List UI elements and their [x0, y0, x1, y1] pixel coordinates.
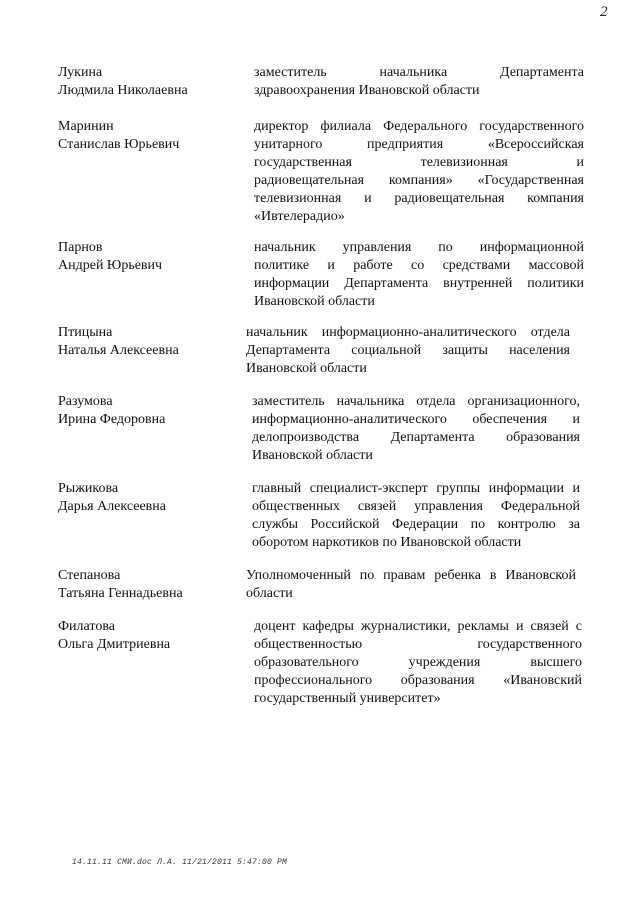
member-surname: Филатова	[58, 619, 115, 634]
position-line: здравоохранения Ивановской области	[254, 83, 480, 98]
position-line: государственный университет»	[254, 691, 441, 706]
position-line: доцент кафедры журналистики, рекламы и связей с	[254, 619, 582, 634]
position-line: области	[246, 586, 293, 601]
position-line: унитарного предприятия «Всероссийская	[254, 137, 584, 152]
position-line: общественностью государственного	[254, 637, 582, 652]
member-given-names: Ирина Федоровна	[58, 412, 166, 427]
member-name	[58, 239, 238, 275]
position-line: заместитель начальника отдела организационного,	[252, 394, 580, 409]
position-line: информационно-аналитического обеспечения и	[252, 412, 580, 427]
position-line: государственная телевизионная и	[254, 155, 584, 170]
position-line: Ивановской области	[246, 361, 367, 376]
position-line: Департамента социальной защиты населения	[246, 343, 570, 358]
member-surname: Рыжикова	[58, 481, 119, 496]
member-name	[58, 324, 238, 360]
member-surname: Лукина	[58, 65, 103, 80]
member-position	[252, 480, 580, 552]
member-position	[252, 393, 580, 465]
position-line: Уполномоченный по правам ребенка в Ивановской	[246, 568, 576, 583]
position-line: службы Российской Федерации по контролю за	[252, 517, 580, 532]
member-given-names: Андрей Юрьевич	[58, 258, 163, 273]
member-surname: Маринин	[58, 119, 114, 134]
position-line: профессионального образования «Ивановский	[254, 673, 582, 688]
member-given-names: Дарья Алексеевна	[58, 499, 166, 514]
member-given-names: Станислав Юрьевич	[58, 137, 180, 152]
member-name	[58, 64, 238, 100]
member-surname: Птицына	[58, 325, 113, 340]
position-line: начальник управления по информационной	[254, 240, 584, 255]
position-line: телевизионная и радиовещательная компания	[254, 191, 584, 206]
position-line: начальник информационно-аналитического отдела	[246, 325, 570, 340]
member-surname: Парнов	[58, 240, 103, 255]
position-line: директор филиала Федерального государственного	[254, 119, 584, 134]
member-surname: Разумова	[58, 394, 113, 409]
position-line: «Ивтелерадио»	[254, 209, 345, 224]
position-line: Ивановской области	[254, 294, 375, 309]
member-position	[254, 618, 582, 708]
member-surname: Степанова	[58, 568, 121, 583]
position-line: информации Департамента внутренней политики	[254, 276, 584, 291]
position-line: общественных связей управления Федеральной	[252, 499, 580, 514]
member-given-names: Людмила Николаевна	[58, 83, 188, 98]
member-given-names: Ольга Дмитриевна	[58, 637, 171, 652]
member-name	[58, 618, 238, 654]
member-position	[246, 324, 570, 378]
position-line: Ивановской области	[252, 448, 373, 463]
member-position	[254, 239, 584, 311]
member-name	[58, 480, 238, 516]
member-name	[58, 393, 238, 429]
position-line: заместитель начальника Департамента	[254, 65, 584, 80]
position-line: оборотом наркотиков по Ивановской области	[252, 535, 522, 550]
member-given-names: Татьяна Геннадьевна	[58, 586, 183, 601]
page-number: 2	[600, 4, 608, 20]
member-name	[58, 118, 238, 154]
document-footer: 14.11.11 СМИ.doc Л.А. 11/21/2011 5:47:00 PM	[72, 858, 288, 867]
member-given-names: Наталья Алексеевна	[58, 343, 179, 358]
member-name	[58, 567, 238, 603]
position-line: главный специалист-эксперт группы информации и	[252, 481, 580, 496]
position-line: радиовещательная компания» «Государственная	[254, 173, 584, 188]
position-line: делопроизводства Департамента образования	[252, 430, 580, 445]
position-line: политике и работе со средствами массовой	[254, 258, 584, 273]
member-position	[254, 118, 584, 226]
member-position	[246, 567, 576, 603]
position-line: образовательного учреждения высшего	[254, 655, 582, 670]
member-position	[254, 64, 584, 100]
